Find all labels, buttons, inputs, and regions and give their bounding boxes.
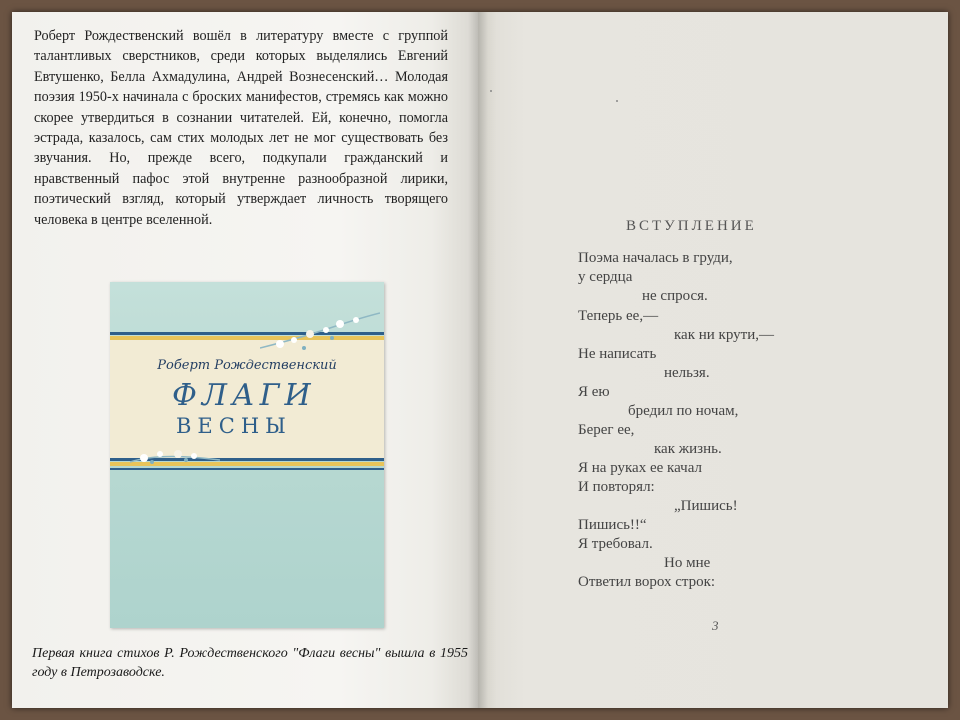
right-page: [478, 12, 948, 708]
poem-line: Пишись!!“: [578, 517, 647, 533]
paper-speck: [616, 100, 618, 102]
poem-line: Я требовал.: [578, 536, 653, 552]
cover-title-line1: ФЛАГИ: [172, 378, 316, 413]
poem-line: нельзя.: [664, 365, 710, 381]
poem-line: как ни крути,—: [674, 327, 774, 343]
book-cover-image: [110, 282, 384, 628]
poem-line: не спрося.: [642, 288, 708, 304]
image-caption: Первая книга стихов Р. Рождественского "Флаги весны" вышла в 1955 году в Петрозаводске.: [32, 646, 468, 680]
poem-line: Но мне: [664, 555, 711, 571]
page-number: 3: [712, 618, 719, 633]
poem-line: „Пишись!: [674, 498, 738, 514]
cover-flowers-bottom: [130, 432, 220, 472]
poem-line: Ответил ворох строк:: [578, 574, 716, 590]
cover-title-line2: ВЕСНЫ: [176, 414, 292, 438]
paper-speck: [490, 90, 492, 92]
poem-line: у сердца: [578, 269, 633, 285]
cover-author: Роберт Рождественский: [157, 358, 337, 373]
poem-line: И повторял:: [578, 479, 655, 495]
poem-line: бредил по ночам,: [628, 403, 739, 419]
poem-line: Я на руках ее качал: [578, 460, 702, 476]
poem-heading: ВСТУПЛЕНИЕ: [626, 218, 757, 234]
poem-line: Поэма началась в груди,: [578, 250, 733, 266]
slide: [12, 12, 948, 708]
book-spine: [468, 12, 488, 708]
poem-line: как жизнь.: [654, 441, 722, 457]
poem-line: Теперь ее,—: [578, 308, 659, 324]
poem-line: Я ею: [578, 384, 610, 400]
poem-line: Не написать: [578, 346, 657, 362]
intro-text: Роберт Рождественский вошёл в литературу вместе с группой талантливых сверстников, среди которых выделялись Евгений Евтушенко, Белла Ахмадулина, Андрей Вознесенский… Молодая поэзия 1950-х начинала с броских манифестов, стремясь как можно скорее утвердиться в сознании читателей. Ей, конечно, помогла эстрада, казалось, сам стих молодых лет не мог существовать без звучания. Но, прежде всего, подкупали гражданский и нравственный пафос этой внутренне разнообразной лирики, поэтический взгляд, который утверждает личность творящего человека в центре вселенной.: [34, 28, 448, 228]
poem-line: Берег ее,: [578, 422, 635, 438]
